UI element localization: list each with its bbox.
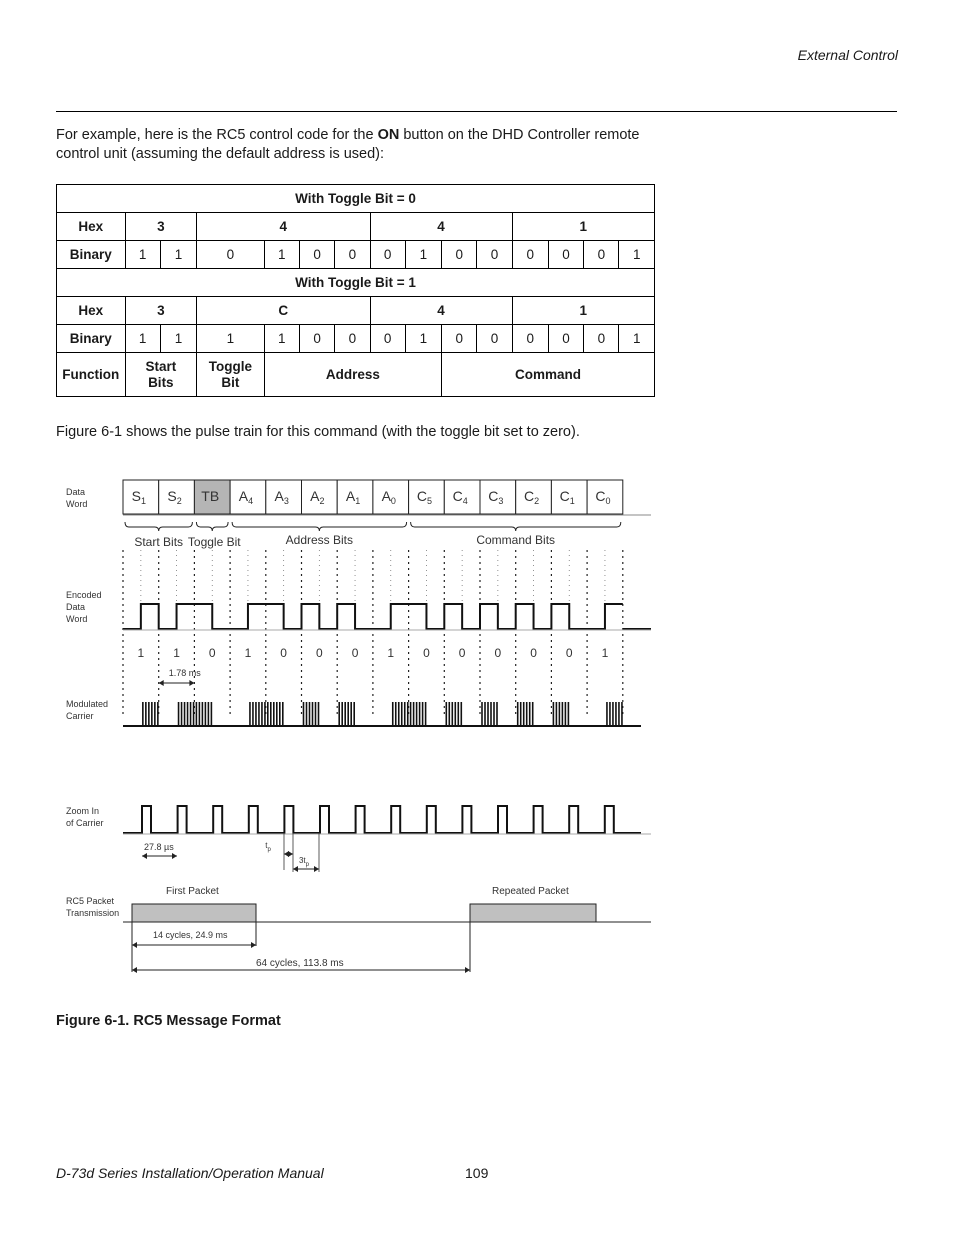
binary-cell: 1 — [160, 241, 196, 269]
binary-cell: 1 — [197, 325, 265, 353]
intro-paragraph — [56, 126, 656, 164]
modulated-carrier-label: Carrier — [66, 711, 94, 721]
toggle0-title: With Toggle Bit = 0 — [57, 185, 655, 213]
repeat-period-label: 64 cycles, 113.8 ms — [256, 958, 344, 969]
group-label-command-bits: Command Bits — [476, 533, 556, 547]
page-number: 109 — [465, 1165, 489, 1181]
function-label: Function — [57, 353, 126, 397]
hex-label: Hex — [57, 213, 126, 241]
data-word-cell-label: $S_2$ — [167, 488, 182, 506]
packet-duration-label: 14 cycles, 24.9 ms — [153, 930, 228, 940]
binary-cell: 0 — [584, 241, 619, 269]
hex-label: Hex — [57, 297, 126, 325]
data-word-cell-label: $S_1$ — [131, 488, 147, 506]
bit-value: 0 — [280, 646, 287, 660]
bit-value: 1 — [244, 646, 252, 660]
binary-cell: 0 — [299, 241, 334, 269]
packet-duration-arrow-head — [251, 942, 256, 948]
hex-cell: C — [197, 297, 370, 325]
hex-cell: 4 — [370, 213, 512, 241]
repeat-period-arrow-head — [132, 967, 137, 973]
binary-cell: 1 — [619, 241, 655, 269]
tp-arrow-head — [288, 851, 293, 857]
binary-label: Binary — [57, 241, 126, 269]
binary-cell: 0 — [477, 325, 512, 353]
binary-cell: 1 — [125, 325, 160, 353]
bit-time-arrow-head — [189, 680, 194, 686]
intro-text-1: For example, here is the RC5 control code for the — [56, 127, 378, 143]
data-word-cell-label: $C_5$ — [416, 488, 433, 506]
encoded-data-word-label: Encoded — [66, 590, 102, 600]
zoom-in-label: of Carrier — [66, 818, 104, 828]
data-word-cell-label: $A_1$ — [345, 488, 361, 506]
carrier-period-arrow-head — [172, 853, 177, 859]
binary-cell: 0 — [299, 325, 334, 353]
carrier-period-arrow-head — [142, 853, 147, 859]
hex-cell: 4 — [197, 213, 370, 241]
hex-cell: 4 — [370, 297, 512, 325]
figure-reference-text: Figure 6-1 shows the pulse train for this command (with the toggle bit set to zero). — [56, 424, 580, 440]
bit-value: 0 — [423, 646, 430, 660]
data-word-label: Data — [66, 487, 86, 497]
hex-cell: 3 — [125, 297, 197, 325]
data-word-cell-label: $C_2$ — [523, 488, 540, 506]
group-label-start-bits: Start Bits — [134, 535, 184, 549]
bit-value: 1 — [173, 646, 180, 660]
three-tp-arrow-head — [293, 866, 298, 872]
group-brace — [125, 522, 192, 531]
bit-value: 0 — [530, 646, 537, 660]
zoom-carrier-waveform — [123, 806, 641, 833]
bit-value: 0 — [565, 646, 573, 660]
function-cell: Start Bits — [125, 353, 197, 397]
zoom-in-label: Zoom In — [66, 806, 100, 816]
binary-cell: 1 — [405, 325, 441, 353]
figure-caption: Figure 6-1. RC5 Message Format — [56, 1013, 281, 1029]
first-packet-label: First Packet — [166, 886, 219, 897]
intro-text-2: button on the DHD Controller remote control unit (assuming the default address is used): — [56, 127, 640, 162]
function-cell: Toggle Bit — [197, 353, 265, 397]
three-tp-arrow-head — [314, 866, 319, 872]
first-packet-box — [132, 904, 256, 922]
footer-manual-title: D-73d Series Installation/Operation Manual — [56, 1165, 324, 1181]
hex-cell: 1 — [512, 297, 654, 325]
bit-value: 0 — [351, 646, 359, 660]
binary-cell: 0 — [548, 325, 583, 353]
binary-cell: 0 — [335, 241, 370, 269]
header-rule — [56, 111, 897, 112]
binary-cell: 0 — [442, 241, 477, 269]
binary-cell: 0 — [584, 325, 619, 353]
binary-cell: 0 — [335, 325, 370, 353]
function-cell: Command — [442, 353, 655, 397]
binary-cell: 1 — [160, 325, 196, 353]
encoded-data-word-label: Word — [66, 614, 88, 624]
binary-cell: 0 — [370, 241, 405, 269]
tp-label: $t_p$ — [265, 841, 271, 853]
binary-cell: 1 — [264, 325, 299, 353]
binary-cell: 0 — [512, 325, 548, 353]
hex-cell: 3 — [125, 213, 197, 241]
data-word-cell-label: $C_0$ — [595, 488, 611, 506]
hex-cell: 1 — [512, 213, 654, 241]
bit-value: 0 — [494, 646, 502, 660]
bit-value: 0 — [316, 646, 323, 660]
rc5-packet-label: Transmission — [66, 908, 120, 918]
binary-cell: 1 — [405, 241, 441, 269]
data-word-cell-label: $A_4$ — [238, 488, 254, 506]
intro-bold: ON — [377, 127, 400, 143]
group-brace — [232, 522, 407, 531]
data-word-cell-label: $C_3$ — [488, 488, 504, 506]
rc5-packet-label: RC5 Packet — [66, 896, 115, 906]
binary-cell: 0 — [442, 325, 477, 353]
data-word-cell-label: $C_4$ — [452, 488, 468, 506]
binary-cell: 1 — [619, 325, 655, 353]
binary-cell: 0 — [477, 241, 512, 269]
binary-label: Binary — [57, 325, 126, 353]
bit-time-arrow-head — [159, 680, 164, 686]
function-cell: Address — [264, 353, 441, 397]
binary-cell: 0 — [548, 241, 583, 269]
rc5-message-format-figure — [56, 470, 656, 980]
group-label-address-bits: Address Bits — [285, 533, 354, 547]
toggle1-title: With Toggle Bit = 1 — [57, 269, 655, 297]
data-word-cell-label: TB — [201, 488, 220, 504]
group-label-toggle-bit: Toggle Bit — [187, 535, 241, 549]
data-word-cell-label: $A_3$ — [274, 488, 289, 506]
binary-cell: 1 — [264, 241, 299, 269]
data-word-cell-label: $C_1$ — [559, 488, 575, 506]
rc5-code-table — [56, 184, 655, 397]
data-word-cell-label: $A_2$ — [310, 488, 325, 506]
bit-value: 0 — [208, 646, 216, 660]
group-brace — [196, 522, 228, 531]
binary-cell: 1 — [125, 241, 160, 269]
encoded-data-word-label: Data — [66, 602, 86, 612]
packet-duration-arrow-head — [132, 942, 137, 948]
bit-value: 1 — [137, 646, 145, 660]
bit-value: 1 — [387, 646, 395, 660]
data-word-cell-label: $A_0$ — [381, 488, 396, 506]
repeated-packet-label: Repeated Packet — [492, 886, 569, 897]
three-tp-label: $3t_p$ — [298, 856, 310, 868]
repeat-period-arrow-head — [465, 967, 470, 973]
modulated-carrier-label: Modulated — [66, 699, 109, 709]
running-header: External Control — [797, 47, 898, 63]
carrier-period-label: 27.8 µs — [144, 842, 174, 852]
bit-value: 1 — [601, 646, 609, 660]
bit-value: 0 — [458, 646, 466, 660]
data-word-label: Word — [66, 499, 88, 509]
binary-cell: 0 — [197, 241, 265, 269]
binary-cell: 0 — [370, 325, 405, 353]
group-brace — [411, 522, 621, 531]
bit-time-label: 1.78 ms — [168, 668, 201, 678]
binary-cell: 0 — [512, 241, 548, 269]
repeated-packet-box — [470, 904, 596, 922]
